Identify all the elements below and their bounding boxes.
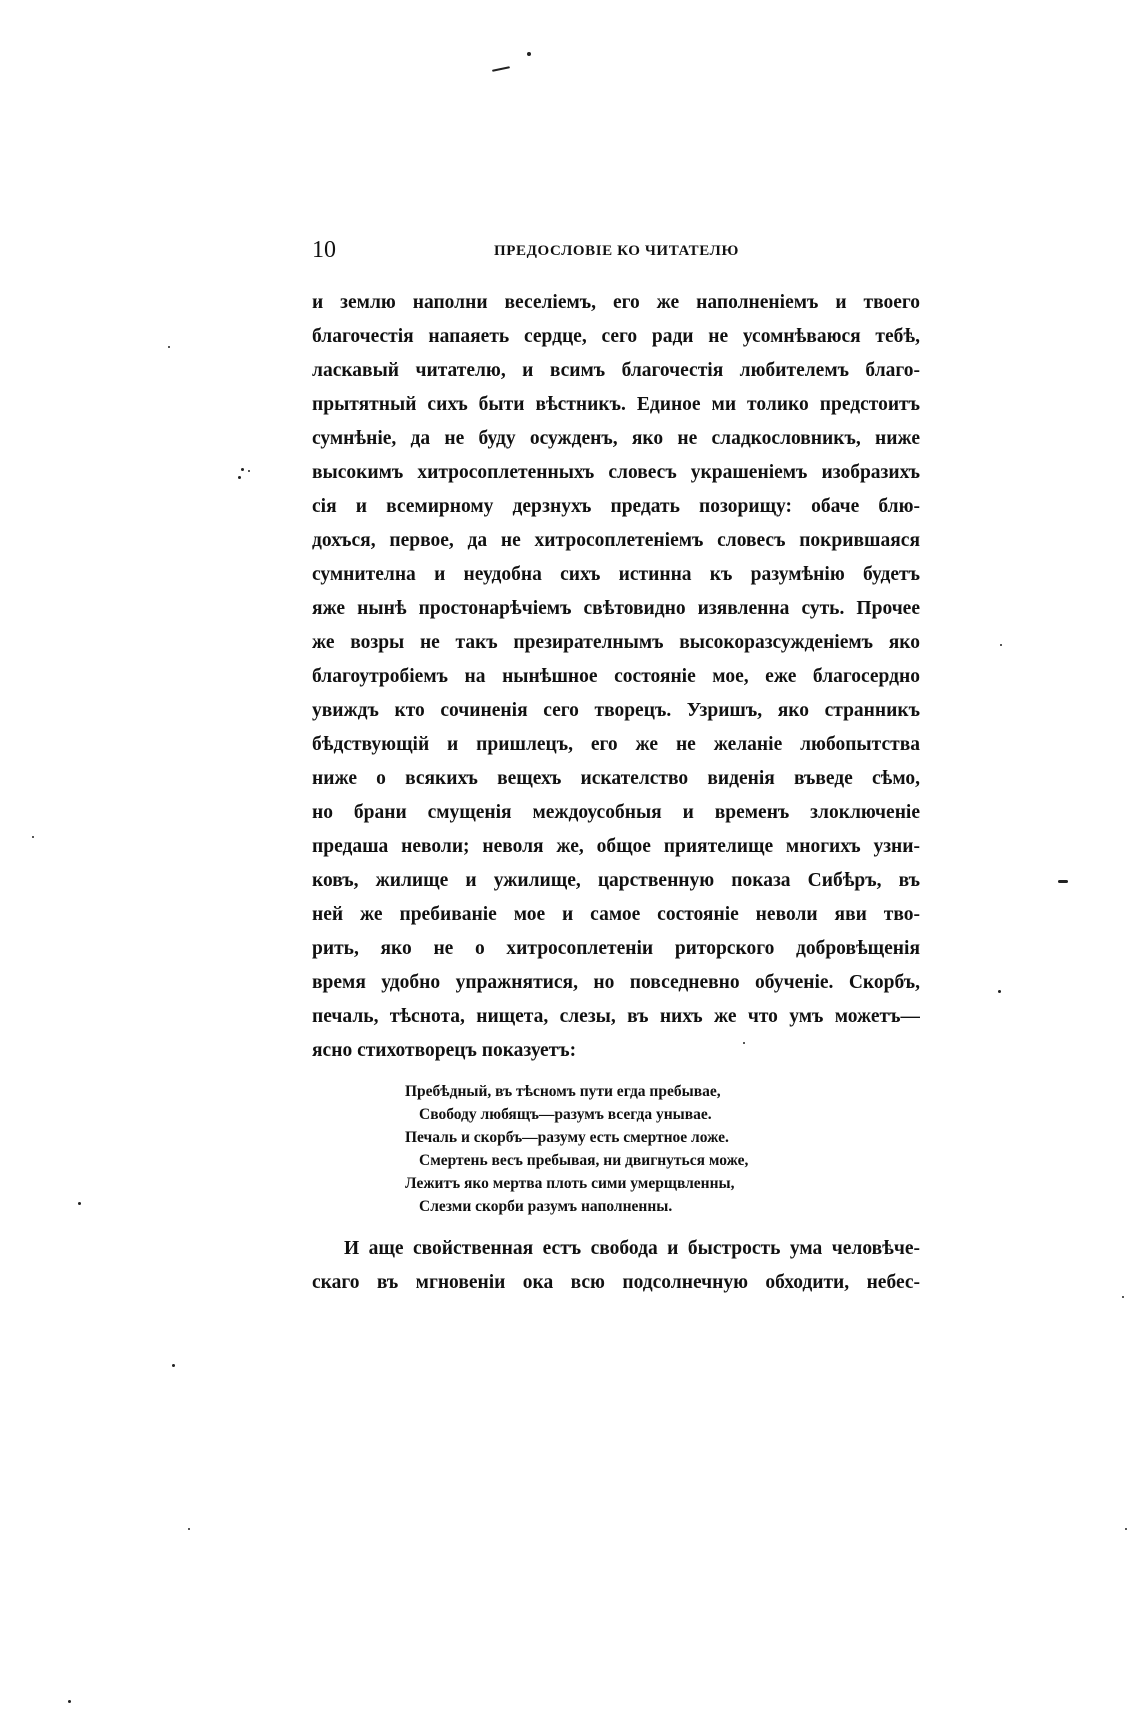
text-line: ней же пребиваніе мое и самое состояніе неволи яви тво- [312,904,920,925]
running-title: ПРЕДОСЛОВІЕ КО ЧИТАТЕЛЮ [494,243,739,259]
scan-speck [168,346,170,348]
text-line: и землю наполни веселіемъ, его же наполненіемъ и твоего [312,292,920,313]
scan-speck [248,470,250,472]
text-line: сія и всемирному дерзнухъ предать позорищу: обаче блю- [312,496,920,517]
text-line: И аще свойственная естъ свобода и быстрость ума человѣче- [344,1238,920,1259]
text-line: яже нынѣ простонарѣчіемъ свѣтовидно изявленна суть. Прочее [312,598,920,619]
text-line: бѣдствующій и пришлецъ, его же не желаніе любопытства [312,734,920,755]
poem-line: Смертень весъ пребывая, ни двигнуться може, [419,1152,749,1169]
text-line: высокимъ хитросоплетенныхъ словесъ украшеніемъ изобразихъ [312,462,920,483]
text-line: рить, яко не о хитросоплетеніи риторского добровѣщенія [312,938,920,959]
page-number: 10 [312,237,336,263]
scan-mark [492,66,510,72]
scan-mark [1058,880,1068,883]
text-line: прытятный сихъ быти вѣстникъ. Единое ми толико предстоитъ [312,394,920,415]
poem-quotation [405,1080,865,1218]
text-line: предаша неволи; неволя же, общое приятелище многихъ узни- [312,836,920,857]
page-header [312,236,920,268]
text-line: ковъ, жилище и ужилище, царственную показа Сибѣръ, въ [312,870,920,891]
text-line: же возры не такъ презирателнымъ высокоразсужденіемъ яко [312,632,920,653]
scan-speck [998,990,1001,993]
text-line: время удобно упражнятися, но повседневно обученіе. Скорбъ, [312,972,920,993]
text-line: сумнителна и неудобна сихъ истинна къ разумѣнію будетъ [312,564,920,585]
scan-speck [1122,1296,1124,1298]
scan-speck [238,476,241,479]
scan-speck [1000,644,1002,646]
text-line: дохъся, первое, да не хитросоплетеніемъ словесъ покрившаяся [312,530,920,551]
scan-speck [68,1700,71,1703]
scan-speck [32,836,34,838]
poem-line: Печаль и скорбъ—разуму есть смертное ложе. [405,1129,729,1146]
poem-line: Свободу любящъ—разумъ всегда унывае. [419,1106,712,1123]
body-paragraph [312,286,920,1068]
text-line: но брани смущенія междоусобныя и временъ злоключеніе [312,802,920,823]
text-line: скаго въ мгновеніи ока всю подсолнечную обходити, небес- [312,1272,920,1293]
poem-line: Лежитъ яко мертва плоть сими умерщвленны, [405,1175,735,1192]
text-line: ниже о всякихъ вещехъ искателство виденія въведе сѣмо, [312,768,920,789]
scan-speck [527,52,531,56]
scan-speck [172,1364,175,1367]
poem-line: Слезми скорби разумъ наполненны. [419,1198,673,1215]
scan-speck [188,1528,190,1530]
poem-line: Пребѣдный, въ тѣсномъ пути егда пребывае, [405,1083,721,1100]
text-line: сумнѣніе, да не буду осужденъ, яко не сладкословникъ, ниже [312,428,920,449]
text-line: ласкавый читателю, и всимъ благочестія любителемъ благо- [312,360,920,381]
scan-speck [78,1202,81,1205]
text-line: печаль, тѣснота, нищета, слезы, въ нихъ же что умъ можетъ— [312,1006,920,1027]
text-line: увиждъ кто сочиненія сего творецъ. Узришъ, яко странникъ [312,700,920,721]
closing-paragraph [312,1232,920,1300]
text-line: благочестія напаяеть сердце, сего ради не усомнѣваюся тебѣ, [312,326,920,347]
text-line: ясно стихотворецъ показуетъ: [312,1040,577,1061]
text-line: благоутробіемъ на нынѣшное состояніе мое, еже благосердно [312,666,920,687]
scan-speck [241,468,244,471]
scan-speck [1125,1528,1127,1530]
